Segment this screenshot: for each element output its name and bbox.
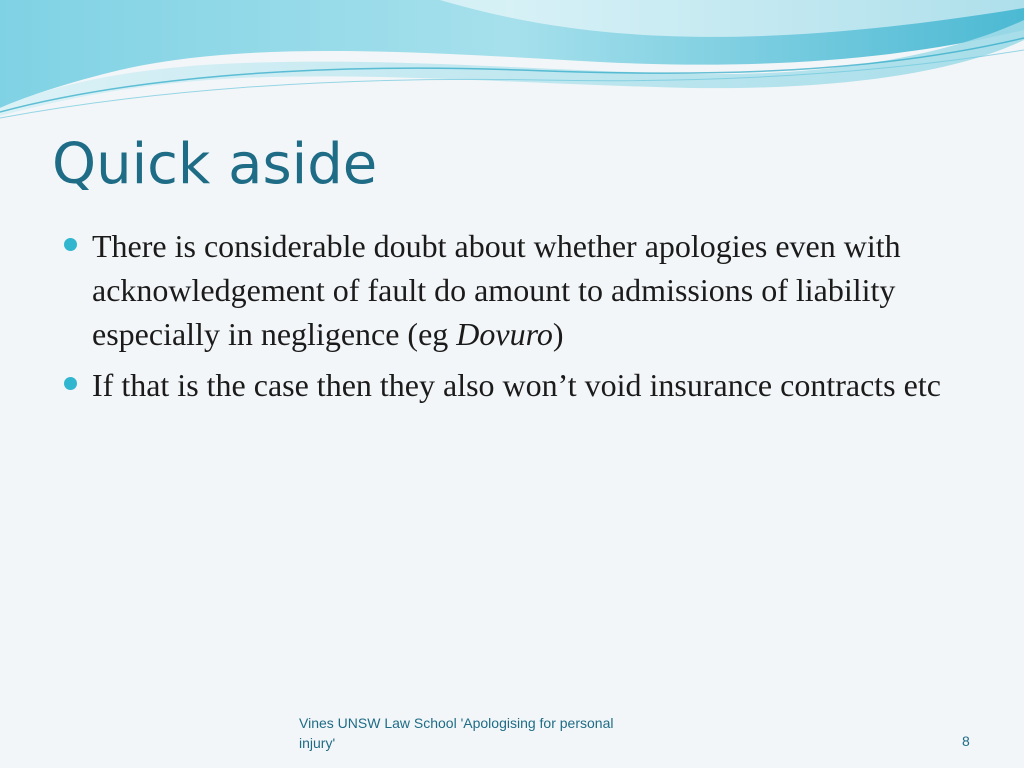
bullet-dot-icon — [64, 238, 77, 251]
bullet-list — [62, 224, 962, 414]
bullet-text-tail: ) — [552, 316, 564, 352]
bullet-item — [62, 224, 962, 356]
bullet-item — [62, 363, 962, 407]
decorative-wave-header — [0, 0, 1024, 130]
bullet-text: If that is the case then they also won’t void insurance contracts etc — [92, 367, 941, 403]
bullet-dot-icon — [64, 377, 77, 390]
case-name-italic: Dovuro — [456, 316, 553, 352]
bullet-text: There is considerable doubt about whether apologies even with acknowledgement of fault do amount to admissions of liability especially in negligence (eg — [92, 228, 901, 352]
slide-title: Quick aside — [52, 132, 378, 197]
slide-footer: Vines UNSW Law School 'Apologising for personal injury' — [299, 715, 614, 751]
page-number: 8 — [962, 733, 970, 749]
